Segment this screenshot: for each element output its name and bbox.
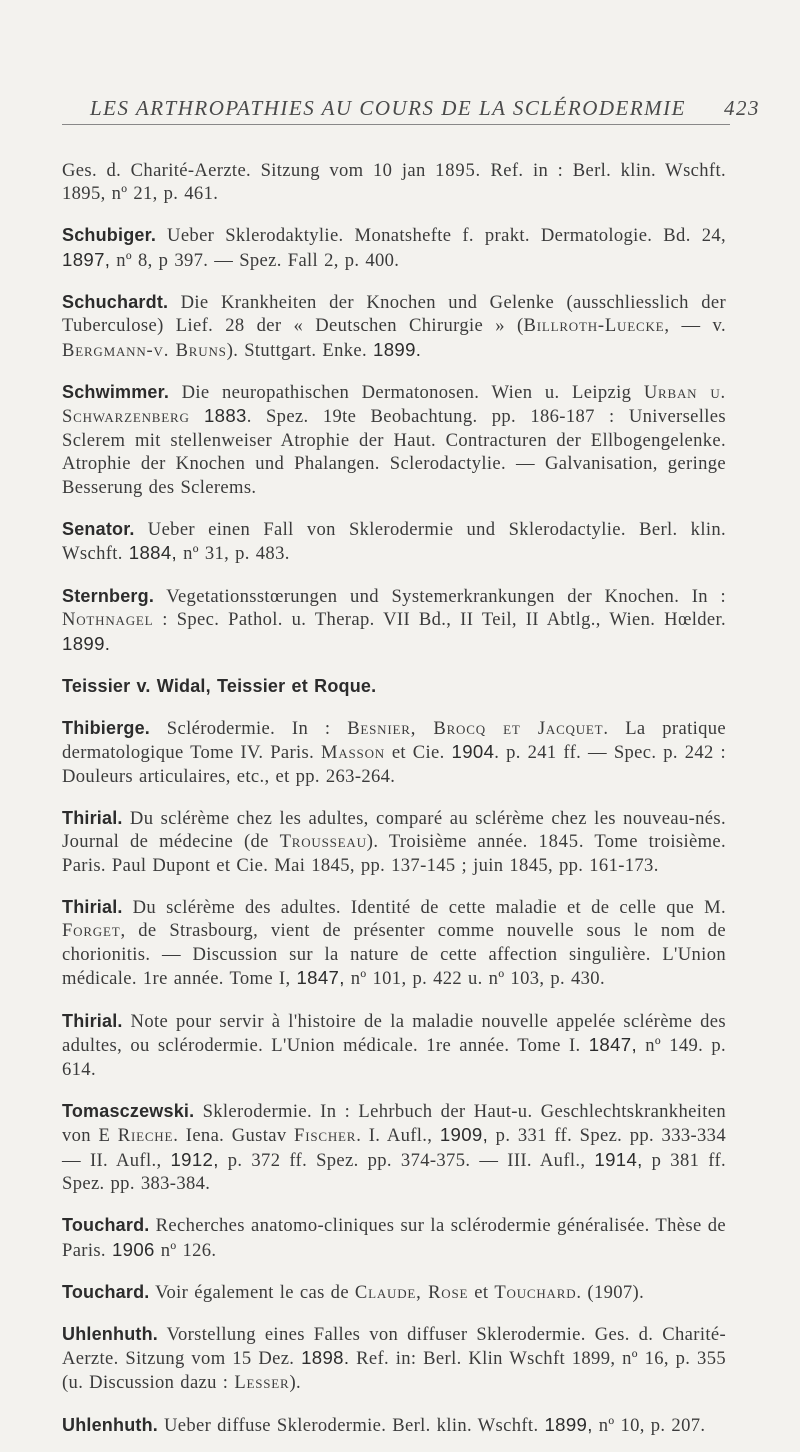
entry-text: p. 372 ff. Spez. pp. 374-375. — III. Aufl., [218, 1149, 595, 1171]
entry-text: ). Stuttgart. Enke. [226, 339, 374, 361]
entry-text: 1909, [439, 1124, 489, 1146]
bibliography-entry [62, 585, 726, 657]
entry-author: Senator. [62, 518, 135, 539]
entry-text: 1914, [594, 1148, 643, 1170]
entry-text: 1847, [588, 1034, 637, 1056]
entry-text: , — v. [664, 315, 726, 337]
running-head [90, 96, 760, 121]
entry-text: p 381 ff. Spez. pp. 383-384. [62, 1149, 726, 1195]
entry-text: Vegetationsstœrungen und Systemerkrankungen der Knochen. In : [154, 585, 726, 607]
bibliography-entry [62, 1413, 726, 1438]
entry-text: nº 31, p. 483. [177, 543, 290, 565]
entry-text: Touchard [494, 1281, 577, 1303]
entry-text: . (1907). [576, 1281, 645, 1303]
bibliography-entry [62, 1281, 726, 1305]
entry-text: Masson [321, 742, 385, 764]
entry-author: Thirial. [62, 1010, 123, 1031]
entry-text: nº 101, p. 422 u. nº 103, p. 430. [344, 968, 605, 990]
entry-text: 1884, [128, 542, 178, 564]
entry-text: 1895. [435, 159, 481, 181]
entry-text: 1847, [296, 967, 345, 989]
entry-text: Ref. in: Berl. Klin Wschft 1899, nº 16, p. 355 (u. Discussion dazu : [62, 1348, 726, 1393]
entry-text: Vorstellung eines Falles von diffuser Sklerodermie. Ges. d. Charité-Aerzte. Sitzung vom 15 Dez. [62, 1323, 726, 1370]
entry-text: . Spez. 19te Beobachtung. pp. 186-187 : Universelles Sclerem mit stellenweiser Atrophie der Haut. Contracturen der Ellbogengelenke. Atrophie der Knochen und Phalangen. Sclerodactylie. — Galvanisation, geringe Besserung des Sclerems. [62, 406, 726, 498]
entry-text: . Tome troisième. Paris. Paul [62, 831, 726, 876]
running-title: LES ARTHROPATHIES AU COURS DE LA SCLÉRODERMIE [90, 96, 686, 120]
entry-author: Uhlenhuth. [62, 1415, 158, 1435]
entry-text: Du sclérème des adultes. Identité de cette maladie et de celle que M. [122, 896, 726, 918]
entry-text: Urban u. Schwarzenberg [62, 381, 726, 428]
entry-text: 1845 [538, 831, 579, 853]
entry-author: Schwimmer. [62, 381, 170, 402]
entry-text: 1899. [373, 338, 422, 360]
entry-text: : Spec. Pathol. u. Therap. VII Bd., II Teil, II Abtlg., Wien. Hœlder. [153, 609, 726, 631]
entry-text: 1912, [170, 1148, 219, 1170]
bibliography-entry [62, 1010, 726, 1082]
entry-author: Thirial. [62, 807, 123, 828]
entry-text: Besnier, Brocq et Jacquet [347, 717, 604, 739]
entry-text: Lesser [234, 1371, 290, 1393]
entry-text: Fischer [294, 1125, 357, 1147]
entry-text: Ueber Sklerodaktylie. Monatshefte f. prakt. Dermatologie. Bd. 24, [156, 225, 726, 247]
entry-text: Billroth-Luecke [523, 315, 665, 337]
bibliography-entry [62, 224, 726, 272]
entry-author: Schubiger. [62, 225, 157, 246]
bibliography-entry [62, 717, 726, 789]
bibliography-entry [62, 1214, 726, 1262]
entry-text: Ref. in : Berl. klin. Wschft. 1895, nº 21, p. 461. [62, 159, 726, 205]
entry-text: 1906 [111, 1238, 155, 1260]
entry-text: 1904 [451, 741, 495, 763]
entry-text: 1897, [62, 248, 111, 270]
entry-author: Schuchardt. [62, 291, 169, 312]
entry-text: Dupont [152, 854, 211, 876]
entry-text: Sclérodermie. In : [150, 717, 348, 739]
entry-text: Du sclérème chez les adultes, comparé au sclérème chez les nouveau-nés. Journal de médecine (de [62, 807, 726, 853]
bibliography-entry [62, 381, 726, 500]
entry-text: et Cie. Mai 1845, pp. 137-145 ; juin 1845, pp. 161-173. [210, 854, 659, 876]
entry-text: . p. 241 ff. — Spec. p. 242 : Douleurs articulaires, etc., et pp. 263-264. [62, 742, 727, 787]
entry-text [190, 406, 204, 427]
entry-text: Sklerodermie. In : Lehrbuch der Haut-u. Geschlechtskrankheiten von E [62, 1100, 726, 1147]
entry-text: nº 10, p. 207. [592, 1415, 706, 1436]
entry-author: Sternberg. [62, 585, 155, 606]
entry-text: , de Strasbourg, vient de présenter comme nouvelle sous le nom de chorionitis. — Discussion sur la nature de cette affection singulière. L'Union médicale. 1re année. Tome I, [62, 920, 726, 990]
entry-text: Forget [62, 920, 121, 942]
entry-author: Thibierge. [62, 717, 151, 738]
entry-author: Thirial. [62, 896, 123, 917]
entry-text: nº 8, p 397. — Spez. Fall 2, p. 400. [110, 249, 400, 271]
entry-text: p. 331 ff. Spez. pp. 333-334 — II. Aufl., [62, 1125, 726, 1171]
entry-author: Uhlenhuth. [62, 1323, 158, 1344]
header-rule [62, 124, 730, 125]
entry-text: nº 149. p. 614. [62, 1035, 727, 1080]
entry-text: . Iena. Gustav [173, 1125, 295, 1147]
entry-text: Recherches anatomo-cliniques sur la sclérodermie généralisée. Thèse de Paris. [62, 1215, 726, 1261]
entry-text: Die Krankheiten der Knochen und Gelenke (ausschliesslich der Tuberculose) Lief. 28 der « Deutschen Chirurgie » ( [62, 291, 726, 337]
entry-text: et Cie. [384, 742, 452, 764]
entry-text: Die neuropathischen Dermatonosen. Wien u. Leipzig [169, 381, 644, 403]
bibliography-entry [62, 675, 726, 699]
entry-author: Touchard. [62, 1215, 150, 1236]
entry-text: Voir également le cas de [149, 1281, 355, 1303]
bibliography-entry [62, 807, 726, 878]
entry-author: Touchard. [62, 1281, 150, 1302]
entry-text: Nothnagel [62, 609, 154, 631]
entry-text: 1883 [203, 405, 247, 427]
entry-author: Teissier v. Widal, Teissier et Roque. [62, 675, 377, 696]
entry-text: Trousseau [279, 831, 367, 853]
entry-text: et [468, 1281, 495, 1303]
entry-author: Tomasczewski. [62, 1100, 195, 1121]
entry-text: nº 126. [154, 1239, 217, 1261]
entry-text: 1899, [544, 1414, 593, 1435]
bibliography-entry [62, 159, 726, 206]
entry-text: ). [289, 1371, 302, 1393]
entry-text: Claude, Rose [354, 1281, 469, 1303]
entry-text: Bergmann-v. Bruns [62, 339, 227, 361]
bibliography-entry [62, 291, 726, 363]
bibliography-entry [62, 896, 726, 991]
bibliography-entry [62, 1323, 726, 1395]
entry-text: 1899. [62, 632, 111, 654]
entry-text: Ueber einen Fall von Sklerodermie und Sklerodactylie. Berl. klin. Wschft. [62, 518, 726, 565]
bibliography-list [62, 140, 726, 1452]
bibliography-entry [62, 518, 726, 566]
bibliography-entry [62, 1100, 726, 1196]
entry-text: Note pour servir à l'histoire de la maladie nouvelle appelée sclérème des adultes, ou sclérodermie. L'Union médicale. 1re année. Tome I. [62, 1010, 726, 1057]
page-number: 423 [724, 96, 760, 120]
entry-text: . I. Aufl., [356, 1125, 440, 1147]
entry-text: Ges. d. Charité-Aerzte. Sitzung vom 10 jan [62, 159, 436, 181]
entry-text: . La pratique dermatologique Tome IV. Paris. [62, 717, 727, 764]
entry-text: Ueber diffuse Sklerodermie. Berl. klin. Wschft. [157, 1415, 545, 1436]
entry-text: 1898. [301, 1347, 350, 1369]
entry-text: Rieche [117, 1125, 174, 1147]
entry-text: ). Troisième année. [366, 831, 539, 853]
